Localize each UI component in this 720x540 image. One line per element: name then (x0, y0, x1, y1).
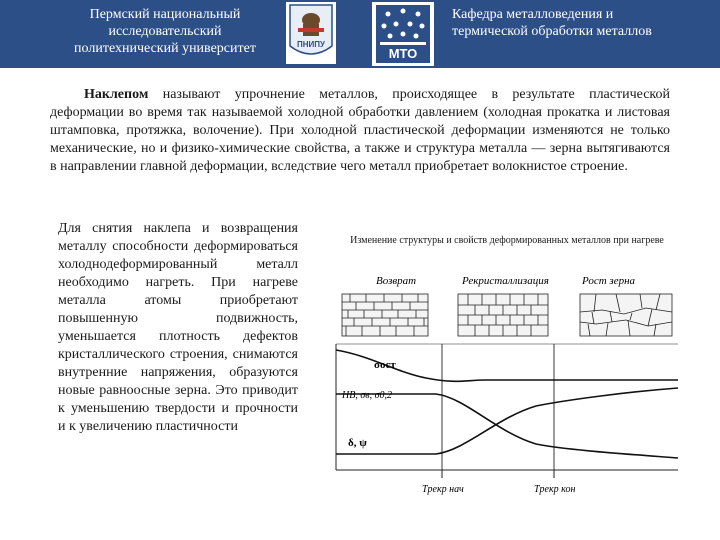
label-residual-stress: σост (374, 359, 396, 371)
pnipu-logo-icon (286, 2, 336, 64)
logo1-text: ПНИПУ (296, 40, 326, 49)
intro-text: называют упрочнение металлов, происходящее в результате пластической деформации во время так называемой холодной обработки давлением (холодная прокатка и листовая штамповка, протяжка, волочение). При холодной пластической деформации изменяются не только механические, но и физико-химические свойства, а также и структура металла — зерна вытягиваются в направлении главной деформации, вследствие чего металл приобретает волокнистое строение. (50, 87, 670, 174)
department-name: Кафедра металловедения и термической обработки металлов (452, 7, 652, 39)
logo2-text: МТО (388, 46, 418, 61)
university-name: Пермский национальный исследовательский политехнический университет (74, 7, 256, 56)
intro-paragraph (50, 86, 670, 176)
label-t-start: Tрекр нач (422, 484, 464, 495)
microstructure-grain-growth (580, 294, 672, 336)
label-t-end: Tрекр кон (534, 484, 576, 495)
intro-term: Наклепом (84, 87, 149, 102)
recrystallization-figure (326, 222, 688, 522)
mto-logo-icon (372, 2, 434, 66)
header-banner (0, 0, 720, 68)
label-ductility: δ, ψ (348, 437, 367, 449)
figure-title: Изменение структуры и свойств деформированных металлов при нагреве (350, 235, 664, 246)
body-paragraph: Для снятия наклепа и возвращения металлу способности деформироваться холоднодеформированный металл необходимо нагреть. При нагреве металла атомы приобретают повышенную подвижность, уменьшается плотность дефектов кристаллического строения, снимаются внутренние напряжения, образуются новые равноосные зерна. Это приводит к уменьшению твердости и прочности и к увеличению пластичности (58, 221, 298, 434)
strength-curve (336, 394, 678, 458)
microstructure-recovery (342, 294, 428, 336)
stage-label-grain-growth: Рост зерна (582, 275, 636, 287)
stage-label-recrystallization: Рекристаллизация (462, 275, 549, 287)
stage-label-recovery: Возврат (376, 275, 417, 287)
figure-diagram (326, 222, 688, 522)
microstructure-recrystallization (458, 294, 548, 336)
label-strength: HB, σв, σ0,2 (342, 390, 393, 401)
